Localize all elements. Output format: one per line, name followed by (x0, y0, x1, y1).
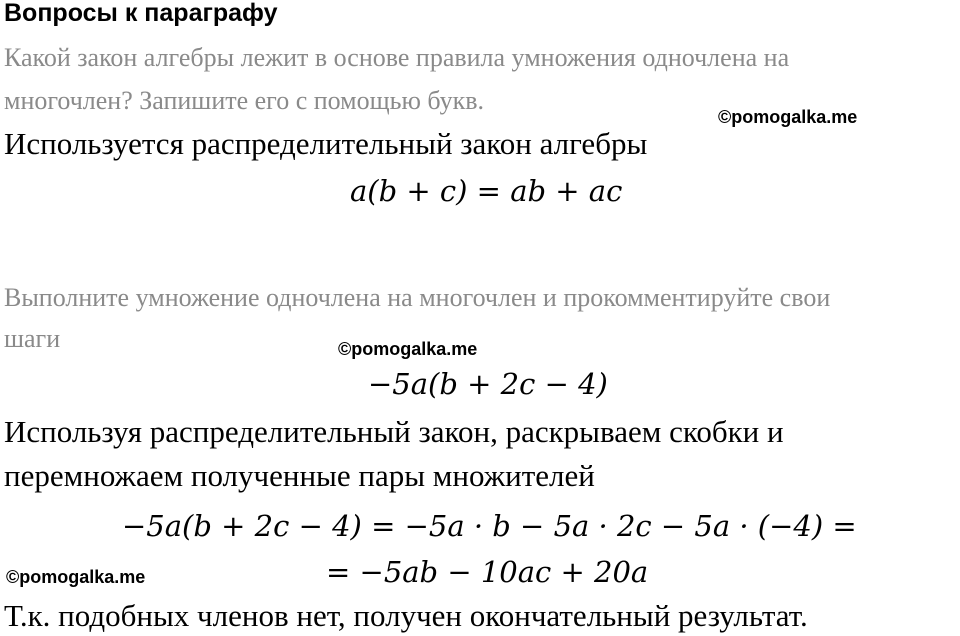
solution-step-2: = −5ab − 10ac + 20a (326, 555, 649, 589)
conclusion: Т.к. подобных членов нет, получен окончательный результат. (4, 598, 808, 633)
question-1-line-1: Какой закон алгебры лежит в основе правила умножения одночлена на (4, 43, 790, 72)
page-heading: Вопросы к параграфу (4, 0, 278, 27)
question-2-line-1: Выполните умножение одночлена на многочлен и прокомментируйте свои (4, 283, 831, 312)
question-1-line-2: многочлен? Запишите его с помощью букв. (4, 86, 485, 115)
explanation-line-1: Используя распределительный закон, раскрываем скобки и (4, 414, 784, 449)
watermark: ©pomogalka.me (338, 339, 478, 359)
watermark: ©pomogalka.me (6, 567, 146, 587)
expression: −5a(b + 2c − 4) (368, 367, 608, 401)
formula-distributive-law: a(b + c) = ab + ac (350, 174, 623, 208)
solution-step-1: −5a(b + 2c − 4) = −5a · b − 5a · 2c − 5a · (−4) = (122, 509, 857, 543)
watermark: ©pomogalka.me (718, 107, 858, 127)
question-2-line-2: шаги (4, 324, 61, 353)
explanation-line-2: перемножаем полученные пары множителей (4, 458, 595, 493)
answer-1: Используется распределительный закон алгебры (4, 126, 648, 161)
